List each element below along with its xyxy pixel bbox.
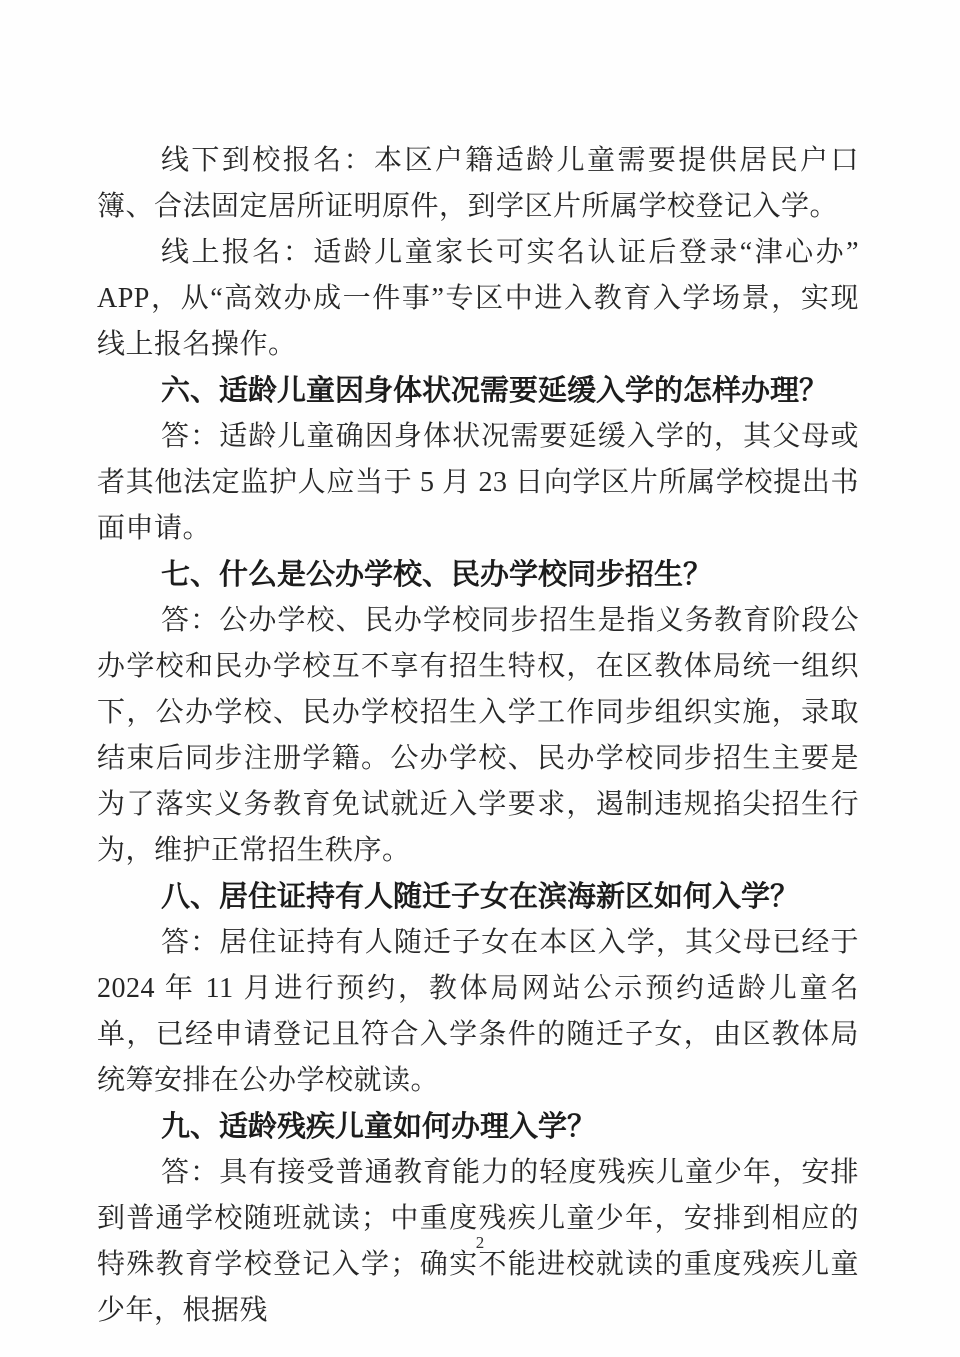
answer-paragraph-6: 答：适龄儿童确因身体状况需要延缓入学的，其父母或者其他法定监护人应当于 5 月 23 日向学区片所属学校提出书面申请。 <box>97 421 859 544</box>
document-body <box>97 138 859 1334</box>
question-heading-8: 八、居住证持有人随迁子女在滨海新区如何入学？ <box>161 881 800 913</box>
answer-paragraph-7: 答：公办学校、民办学校同步招生是指义务教育阶段公办学校和民办学校互不享有招生特权，在区教体局统一组织下，公办学校、民办学校招生入学工作同步组织实施，录取结束后同步注册学籍。公办学校、民办学校同步招生主要是为了落实义务教育免试就近入学要求，遏制违规掐尖招生行为，维护正常招生秩序。 <box>97 605 859 866</box>
paragraph-offline-registration: 线下到校报名：本区户籍适龄儿童需要提供居民户口簿、合法固定居所证明原件，到学区片所属学校登记入学。 <box>97 145 859 222</box>
question-heading-7: 七、什么是公办学校、民办学校同步招生？ <box>161 559 713 591</box>
answer-paragraph-9: 答：具有接受普通教育能力的轻度残疾儿童少年，安排到普通学校随班就读；中重度残疾儿童少年，安排到相应的特殊教育学校登记入学；确实不能进校就读的重度残疾儿童少年，根据残 <box>97 1157 859 1326</box>
page-number: 2 <box>475 1233 485 1252</box>
paragraph-online-registration: 线上报名：适龄儿童家长可实名认证后登录“津心办”APP，从“高效办成一件事”专区中进入教育入学场景，实现线上报名操作。 <box>97 237 859 360</box>
answer-paragraph-8: 答：居住证持有人随迁子女在本区入学，其父母已经于 2024 年 11 月进行预约，教体局网站公示预约适龄儿童名单，已经申请登记且符合入学条件的随迁子女，由区教体局统筹安排在公办学校就读。 <box>97 927 859 1096</box>
question-heading-9: 九、适龄残疾儿童如何办理入学？ <box>161 1111 597 1143</box>
question-heading-6: 六、适龄儿童因身体状况需要延缓入学的怎样办理？ <box>161 375 829 407</box>
